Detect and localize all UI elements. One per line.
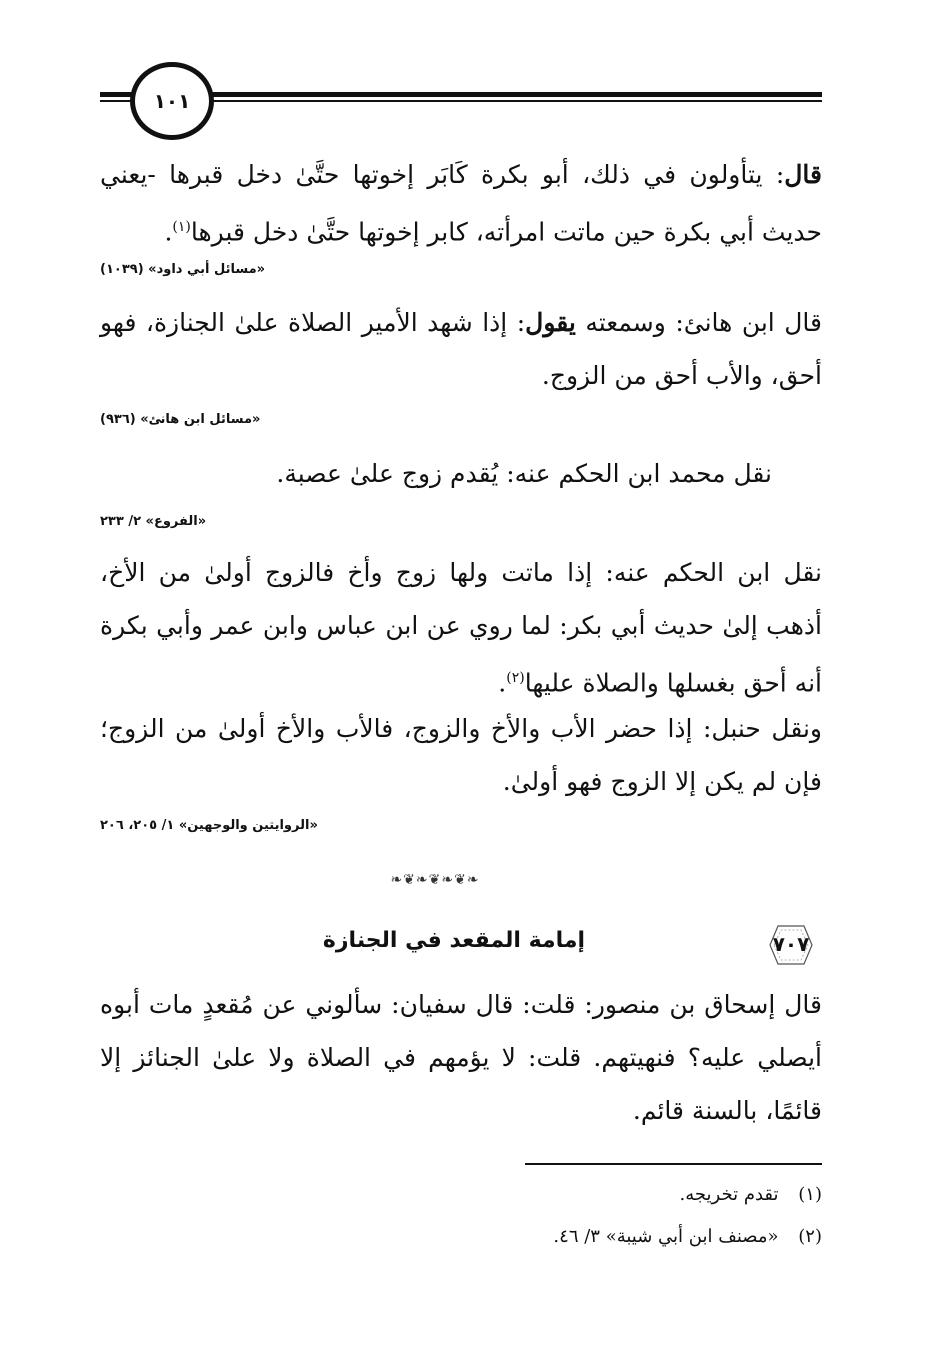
footnote-ref-1: (١) bbox=[172, 219, 191, 235]
footnote-1-text: تقدم تخريجه. bbox=[679, 1184, 779, 1205]
ornament-divider: ❧❦❧❦❧❦❧ bbox=[390, 872, 480, 888]
paragraph-1-lead: قال bbox=[784, 160, 822, 189]
paragraph-4-end: . bbox=[498, 668, 507, 698]
header-rule bbox=[195, 92, 822, 97]
paragraph-2-pre: قال ابن هانئ: وسمعته bbox=[575, 308, 822, 337]
paragraph-2 bbox=[100, 296, 822, 402]
section-number: ٧٠٧ bbox=[772, 932, 810, 956]
footnote-2-text: «مصنف ابن أبي شيبة» ٣/ ٤٦. bbox=[553, 1226, 779, 1247]
section-heading bbox=[0, 918, 935, 978]
section-number-badge bbox=[760, 920, 822, 970]
paragraph-4 bbox=[100, 546, 822, 709]
paragraph-5-text: ونقل حنبل: إذا حضر الأب والأخ والزوج، فالأب والأخ أولىٰ من الزوج؛ فإن لم يكن إلا الزوج فهو أولىٰ. bbox=[100, 714, 822, 796]
section-paragraph bbox=[100, 978, 822, 1137]
paragraph-1 bbox=[100, 148, 822, 258]
paragraph-4-text: نقل ابن الحكم عنه: إذا ماتت ولها زوج وأخ فالزوج أولىٰ من الأخ، أذهب إلىٰ حديث أبي بكر: لما روي عن ابن عباس وابن عمر وأبي بكرة أنه أحق بغسلها والصلاة عليها bbox=[100, 558, 822, 698]
footnote-2 bbox=[222, 1226, 822, 1247]
source-citation-1: «مسائل أبي داود» (١٠٣٩) bbox=[100, 262, 266, 277]
paragraph-3 bbox=[100, 447, 822, 500]
paragraph-2-bold: يقول bbox=[525, 308, 576, 337]
paragraph-1-text: : يتأولون في ذلك، أبو بكرة كَابَر إخوتها حتَّىٰ دخل قبرها -يعني حديث أبي بكرة حين ماتت امرأته، كابر إخوتها حتَّىٰ دخل قبرها bbox=[100, 160, 822, 247]
footnote-2-mark: (٢) bbox=[798, 1226, 822, 1247]
page-header bbox=[0, 0, 935, 140]
source-citation-2: «مسائل ابن هانئ» (٩٣٦) bbox=[100, 412, 261, 427]
footnote-1-mark: (١) bbox=[798, 1184, 822, 1205]
source-citation-3: «الفروع» ٢/ ٢٣٣ bbox=[100, 514, 207, 529]
page-number bbox=[130, 62, 214, 140]
section-paragraph-text: قال إسحاق بن منصور: قلت: قال سفيان: سألوني عن مُقعدٍ مات أبوه أيصلي عليه؟ فنهيتهم. قلت: لا يؤمهم في الصلاة ولا علىٰ الجنائز إلا قائمًا، بالسنة قائم. bbox=[100, 990, 822, 1125]
footnote-rule bbox=[525, 1163, 822, 1165]
footnote-1 bbox=[222, 1184, 822, 1205]
paragraph-3-text: نقل محمد ابن الحكم عنه: يُقدم زوج علىٰ عصبة. bbox=[276, 459, 772, 488]
page-number-text: ١٠١ bbox=[153, 89, 191, 113]
paragraph-5 bbox=[100, 702, 822, 808]
paragraph-1-end: . bbox=[164, 217, 173, 247]
paragraph-2-text: : إذا شهد الأمير الصلاة علىٰ الجنازة، فهو أحق، والأب أحق من الزوج. bbox=[100, 308, 822, 390]
source-citation-4: «الروايتين والوجهين» ١/ ٢٠٥، ٢٠٦ bbox=[100, 818, 318, 833]
header-rule-thin bbox=[195, 100, 822, 102]
footnote-ref-2: (٢) bbox=[506, 670, 525, 686]
section-title: إمامة المقعد في الجنازة bbox=[322, 928, 585, 953]
